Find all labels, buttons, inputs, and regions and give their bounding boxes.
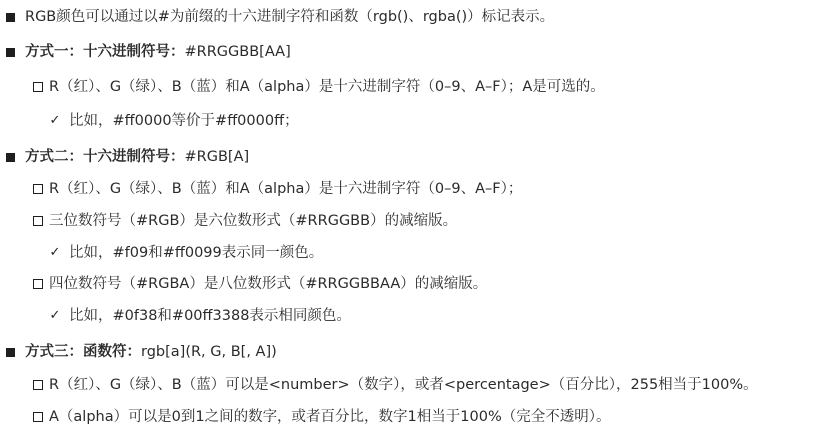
section-heading-label: 方式三：函数符：: [25, 344, 141, 360]
example-item: [49, 243, 323, 263]
hollow-square-bullet-icon: [33, 82, 43, 92]
list-item-text: R（红）、G（绿）、B（蓝）和A（alpha）是十六进制字符（0–9、A–F）；: [49, 181, 523, 197]
hollow-square-bullet-icon: [33, 184, 43, 194]
example-item-text: 比如，#0f38和#00ff3388表示相同颜色。: [69, 308, 351, 324]
list-item-text: R（红）、G（绿）、B（蓝）和A（alpha）是十六进制字符（0–9、A–F）；A是可选的。: [49, 79, 605, 95]
hollow-square-bullet-icon: [33, 412, 43, 422]
section-heading-label: 方式一：十六进制符号：: [25, 44, 185, 60]
list-item: [33, 179, 522, 199]
example-item-text: 比如，#f09和#ff0099表示同一颜色。: [69, 245, 324, 261]
list-item: [6, 7, 554, 27]
section-heading: [6, 147, 249, 167]
list-item-text: 四位数符号（#RGBA）是八位数形式（#RRGGBBAA）的减缩版。: [49, 276, 488, 292]
example-item: [49, 306, 351, 326]
list-item: [33, 375, 758, 395]
section-heading-value: rgb[a](R, G, B[, A]): [141, 344, 277, 360]
square-bullet-icon: [6, 348, 15, 357]
list-item: [33, 407, 611, 427]
hollow-square-bullet-icon: [33, 380, 43, 390]
example-item-text: 比如，#ff0000等价于#ff0000ff；: [69, 113, 299, 129]
hollow-square-bullet-icon: [33, 279, 43, 289]
section-heading-label: 方式二：十六进制符号：: [25, 149, 185, 165]
list-item-text: A（alpha）可以是0到1之间的数字，或者百分比，数字1相当于100%（完全不透明）。: [49, 409, 611, 425]
checkmark-icon: ✓: [49, 113, 61, 128]
hollow-square-bullet-icon: [33, 216, 43, 226]
list-item-text: R（红）、G（绿）、B（蓝）可以是<number>（数字），或者<percentage>（百分比），255相当于100%。: [49, 377, 758, 393]
section-heading-value: #RGB[A]: [184, 149, 250, 165]
square-bullet-icon: [6, 13, 15, 22]
list-item: [33, 274, 487, 294]
section-heading: [6, 42, 291, 62]
square-bullet-icon: [6, 48, 15, 57]
list-item-text: 三位数符号（#RGB）是六位数形式（#RRGGBB）的减缩版。: [49, 213, 458, 229]
list-item-text: RGB颜色可以通过以#为前缀的十六进制字符和函数（rgb()、rgba()）标记表示。: [25, 9, 555, 25]
section-heading-value: #RRGGBB[AA]: [184, 44, 291, 60]
section-heading: [6, 342, 277, 362]
checkmark-icon: ✓: [49, 245, 61, 260]
square-bullet-icon: [6, 153, 15, 162]
list-item: [33, 77, 605, 97]
example-item: [49, 111, 299, 131]
checkmark-icon: ✓: [49, 308, 61, 323]
list-item: [33, 211, 457, 231]
